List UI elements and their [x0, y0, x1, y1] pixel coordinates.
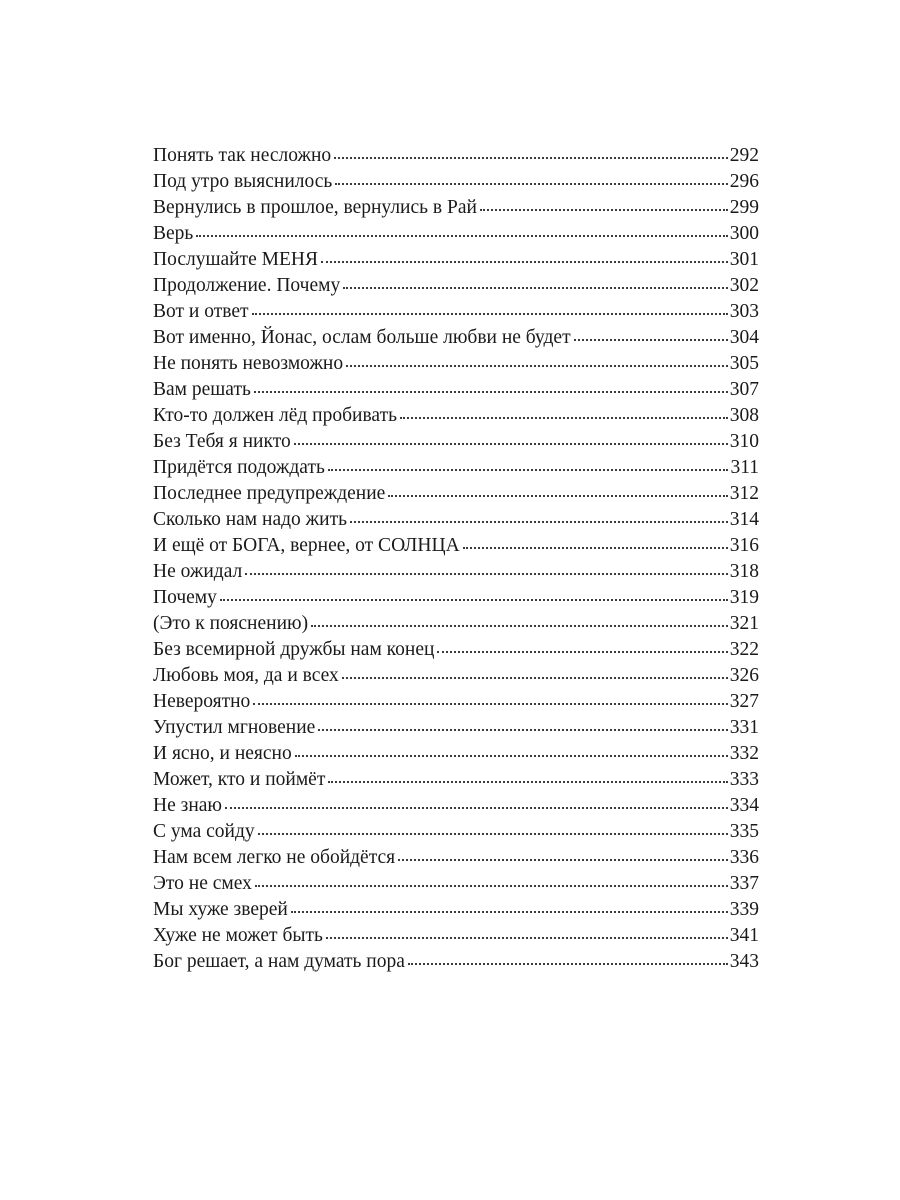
- toc-entry: [153, 351, 759, 377]
- toc-entry: [153, 871, 759, 897]
- toc-entry-title: Вернулись в прошлое, вернулись в Рай: [153, 197, 477, 218]
- toc-entry-page-number: 307: [729, 379, 759, 400]
- toc-entry-page-number: 292: [729, 145, 759, 166]
- toc-entry-page-number: 322: [729, 639, 759, 660]
- toc-entry-page-number: 316: [729, 535, 759, 556]
- dot-leader: [311, 624, 728, 627]
- toc-entry-title: Кто-то должен лёд пробивать: [153, 405, 397, 426]
- toc-entry-title: Бог решает, а нам думать пора: [153, 951, 405, 972]
- dot-leader: [346, 364, 728, 367]
- toc-entry-page-number: 302: [729, 275, 759, 296]
- dot-leader: [245, 572, 727, 575]
- toc-entry-page-number: 331: [729, 717, 759, 738]
- dot-leader: [342, 676, 728, 679]
- toc-entry: [153, 299, 759, 325]
- toc-entry-title: Упустил мгновение: [153, 717, 316, 738]
- toc-entry-title: Почему: [153, 587, 217, 608]
- toc-entry-page-number: 312: [729, 483, 759, 504]
- toc-entry-title: Это не смех: [153, 873, 252, 894]
- toc-entry: [153, 819, 759, 845]
- toc-entry-title: Нам всем легко не обойдётся: [153, 847, 396, 868]
- dot-leader: [437, 650, 727, 653]
- dot-leader: [408, 962, 728, 965]
- toc-entry-page-number: 299: [729, 197, 759, 218]
- toc-entry-title: Продолжение. Почему: [153, 275, 341, 296]
- dot-leader: [334, 156, 728, 159]
- toc-entry-page-number: 339: [729, 899, 759, 920]
- toc-entry-page-number: 300: [729, 223, 759, 244]
- toc-entry-page-number: 305: [729, 353, 759, 374]
- dot-leader: [321, 260, 728, 263]
- toc-entry-title: (Это к пояснению): [153, 613, 309, 634]
- toc-entry-title: Сколько нам надо жить: [153, 509, 347, 530]
- toc-entry-title: Любовь моя, да и всех: [153, 665, 339, 686]
- toc-entry: [153, 481, 759, 507]
- toc-entry-page-number: 334: [729, 795, 759, 816]
- dot-leader: [328, 780, 727, 783]
- toc-entry-page-number: 314: [729, 509, 759, 530]
- toc-entry-page-number: 310: [729, 431, 759, 452]
- dot-leader: [388, 494, 727, 497]
- dot-leader: [258, 832, 728, 835]
- toc-entry-title: Придётся подождать: [153, 457, 325, 478]
- toc-entry: [153, 507, 759, 533]
- toc-entry: [153, 429, 759, 455]
- toc-entry-title: И ещё от БОГА, вернее, от СОЛНЦА: [153, 535, 460, 556]
- toc-entry-page-number: 335: [729, 821, 759, 842]
- toc-entry-title: Не знаю: [153, 795, 222, 816]
- dot-leader: [254, 390, 728, 393]
- toc-entry-page-number: 326: [729, 665, 759, 686]
- dot-leader: [335, 182, 727, 185]
- dot-leader: [294, 442, 728, 445]
- toc-entry: [153, 637, 759, 663]
- toc-entry-page-number: 308: [729, 405, 759, 426]
- toc-entry-page-number: 318: [729, 561, 759, 582]
- toc-entry: [153, 533, 759, 559]
- toc-entry-title: Мы хуже зверей: [153, 899, 288, 920]
- toc-entry-page-number: 343: [729, 951, 759, 972]
- toc-entry-page-number: 337: [729, 873, 759, 894]
- dot-leader: [463, 546, 728, 549]
- toc-entry-page-number: 333: [729, 769, 759, 790]
- toc-entry-page-number: 301: [729, 249, 759, 270]
- dot-leader: [328, 468, 729, 471]
- dot-leader: [225, 806, 728, 809]
- toc-entry: [153, 247, 759, 273]
- toc-entry: [153, 455, 759, 481]
- toc-entry-page-number: 311: [730, 457, 759, 478]
- toc-entry-title: Последнее предупреждение: [153, 483, 386, 504]
- toc-entry-page-number: 332: [729, 743, 759, 764]
- toc-entry-title: Верь: [153, 223, 194, 244]
- dot-leader: [343, 286, 728, 289]
- dot-leader: [574, 338, 728, 341]
- toc-entry: [153, 897, 759, 923]
- toc-entry: [153, 793, 759, 819]
- dot-leader: [253, 702, 727, 705]
- toc-entry: [153, 663, 759, 689]
- toc-entry-title: Невероятно: [153, 691, 251, 712]
- toc-entry: [153, 273, 759, 299]
- toc-entry-page-number: 303: [729, 301, 759, 322]
- toc-entry: [153, 585, 759, 611]
- dot-leader: [291, 910, 728, 913]
- toc-entry-title: Вам решать: [153, 379, 251, 400]
- toc-entry-title: Без Тебя я никто: [153, 431, 291, 452]
- toc-entry: [153, 403, 759, 429]
- toc-entry-title: Под утро выяснилось: [153, 171, 333, 192]
- toc-entry-title: Без всемирной дружбы нам конец: [153, 639, 435, 660]
- dot-leader: [318, 728, 727, 731]
- toc-entry: [153, 689, 759, 715]
- toc-entry-title: Вот именно, Йонас, ослам больше любви не будет: [153, 327, 571, 348]
- toc-entry: [153, 325, 759, 351]
- dot-leader: [400, 416, 728, 419]
- dot-leader: [398, 858, 728, 861]
- toc-entry-page-number: 304: [729, 327, 759, 348]
- dot-leader: [480, 208, 728, 211]
- dot-leader: [350, 520, 728, 523]
- toc-entry: [153, 767, 759, 793]
- toc-entry-page-number: 321: [729, 613, 759, 634]
- dot-leader: [326, 936, 728, 939]
- toc-entry-title: И ясно, и неясно: [153, 743, 292, 764]
- toc-entry: [153, 559, 759, 585]
- toc-entry: [153, 715, 759, 741]
- toc-entry: [153, 845, 759, 871]
- dot-leader: [255, 884, 728, 887]
- toc-entry: [153, 741, 759, 767]
- toc-entry: [153, 195, 759, 221]
- toc-entry-page-number: 336: [729, 847, 759, 868]
- dot-leader: [220, 598, 728, 601]
- dot-leader: [196, 234, 727, 237]
- toc-entry-title: Не ожидал: [153, 561, 243, 582]
- dot-leader: [295, 754, 728, 757]
- table-of-contents: [153, 143, 759, 975]
- toc-entry: [153, 377, 759, 403]
- toc-entry-title: Хуже не может быть: [153, 925, 323, 946]
- toc-entry-title: Не понять невозможно: [153, 353, 344, 374]
- toc-entry-title: С ума сойду: [153, 821, 255, 842]
- dot-leader: [252, 312, 728, 315]
- toc-entry-page-number: 327: [729, 691, 759, 712]
- toc-entry-page-number: 319: [729, 587, 759, 608]
- toc-entry: [153, 169, 759, 195]
- toc-entry: [153, 949, 759, 975]
- toc-entry-title: Вот и ответ: [153, 301, 249, 322]
- toc-entry: [153, 143, 759, 169]
- toc-entry: [153, 221, 759, 247]
- toc-entry: [153, 611, 759, 637]
- toc-entry-page-number: 296: [729, 171, 759, 192]
- toc-entry-title: Послушайте МЕНЯ: [153, 249, 318, 270]
- toc-entry: [153, 923, 759, 949]
- toc-entry-page-number: 341: [729, 925, 759, 946]
- toc-entry-title: Может, кто и поймёт: [153, 769, 326, 790]
- toc-entry-title: Понять так несложно: [153, 145, 332, 166]
